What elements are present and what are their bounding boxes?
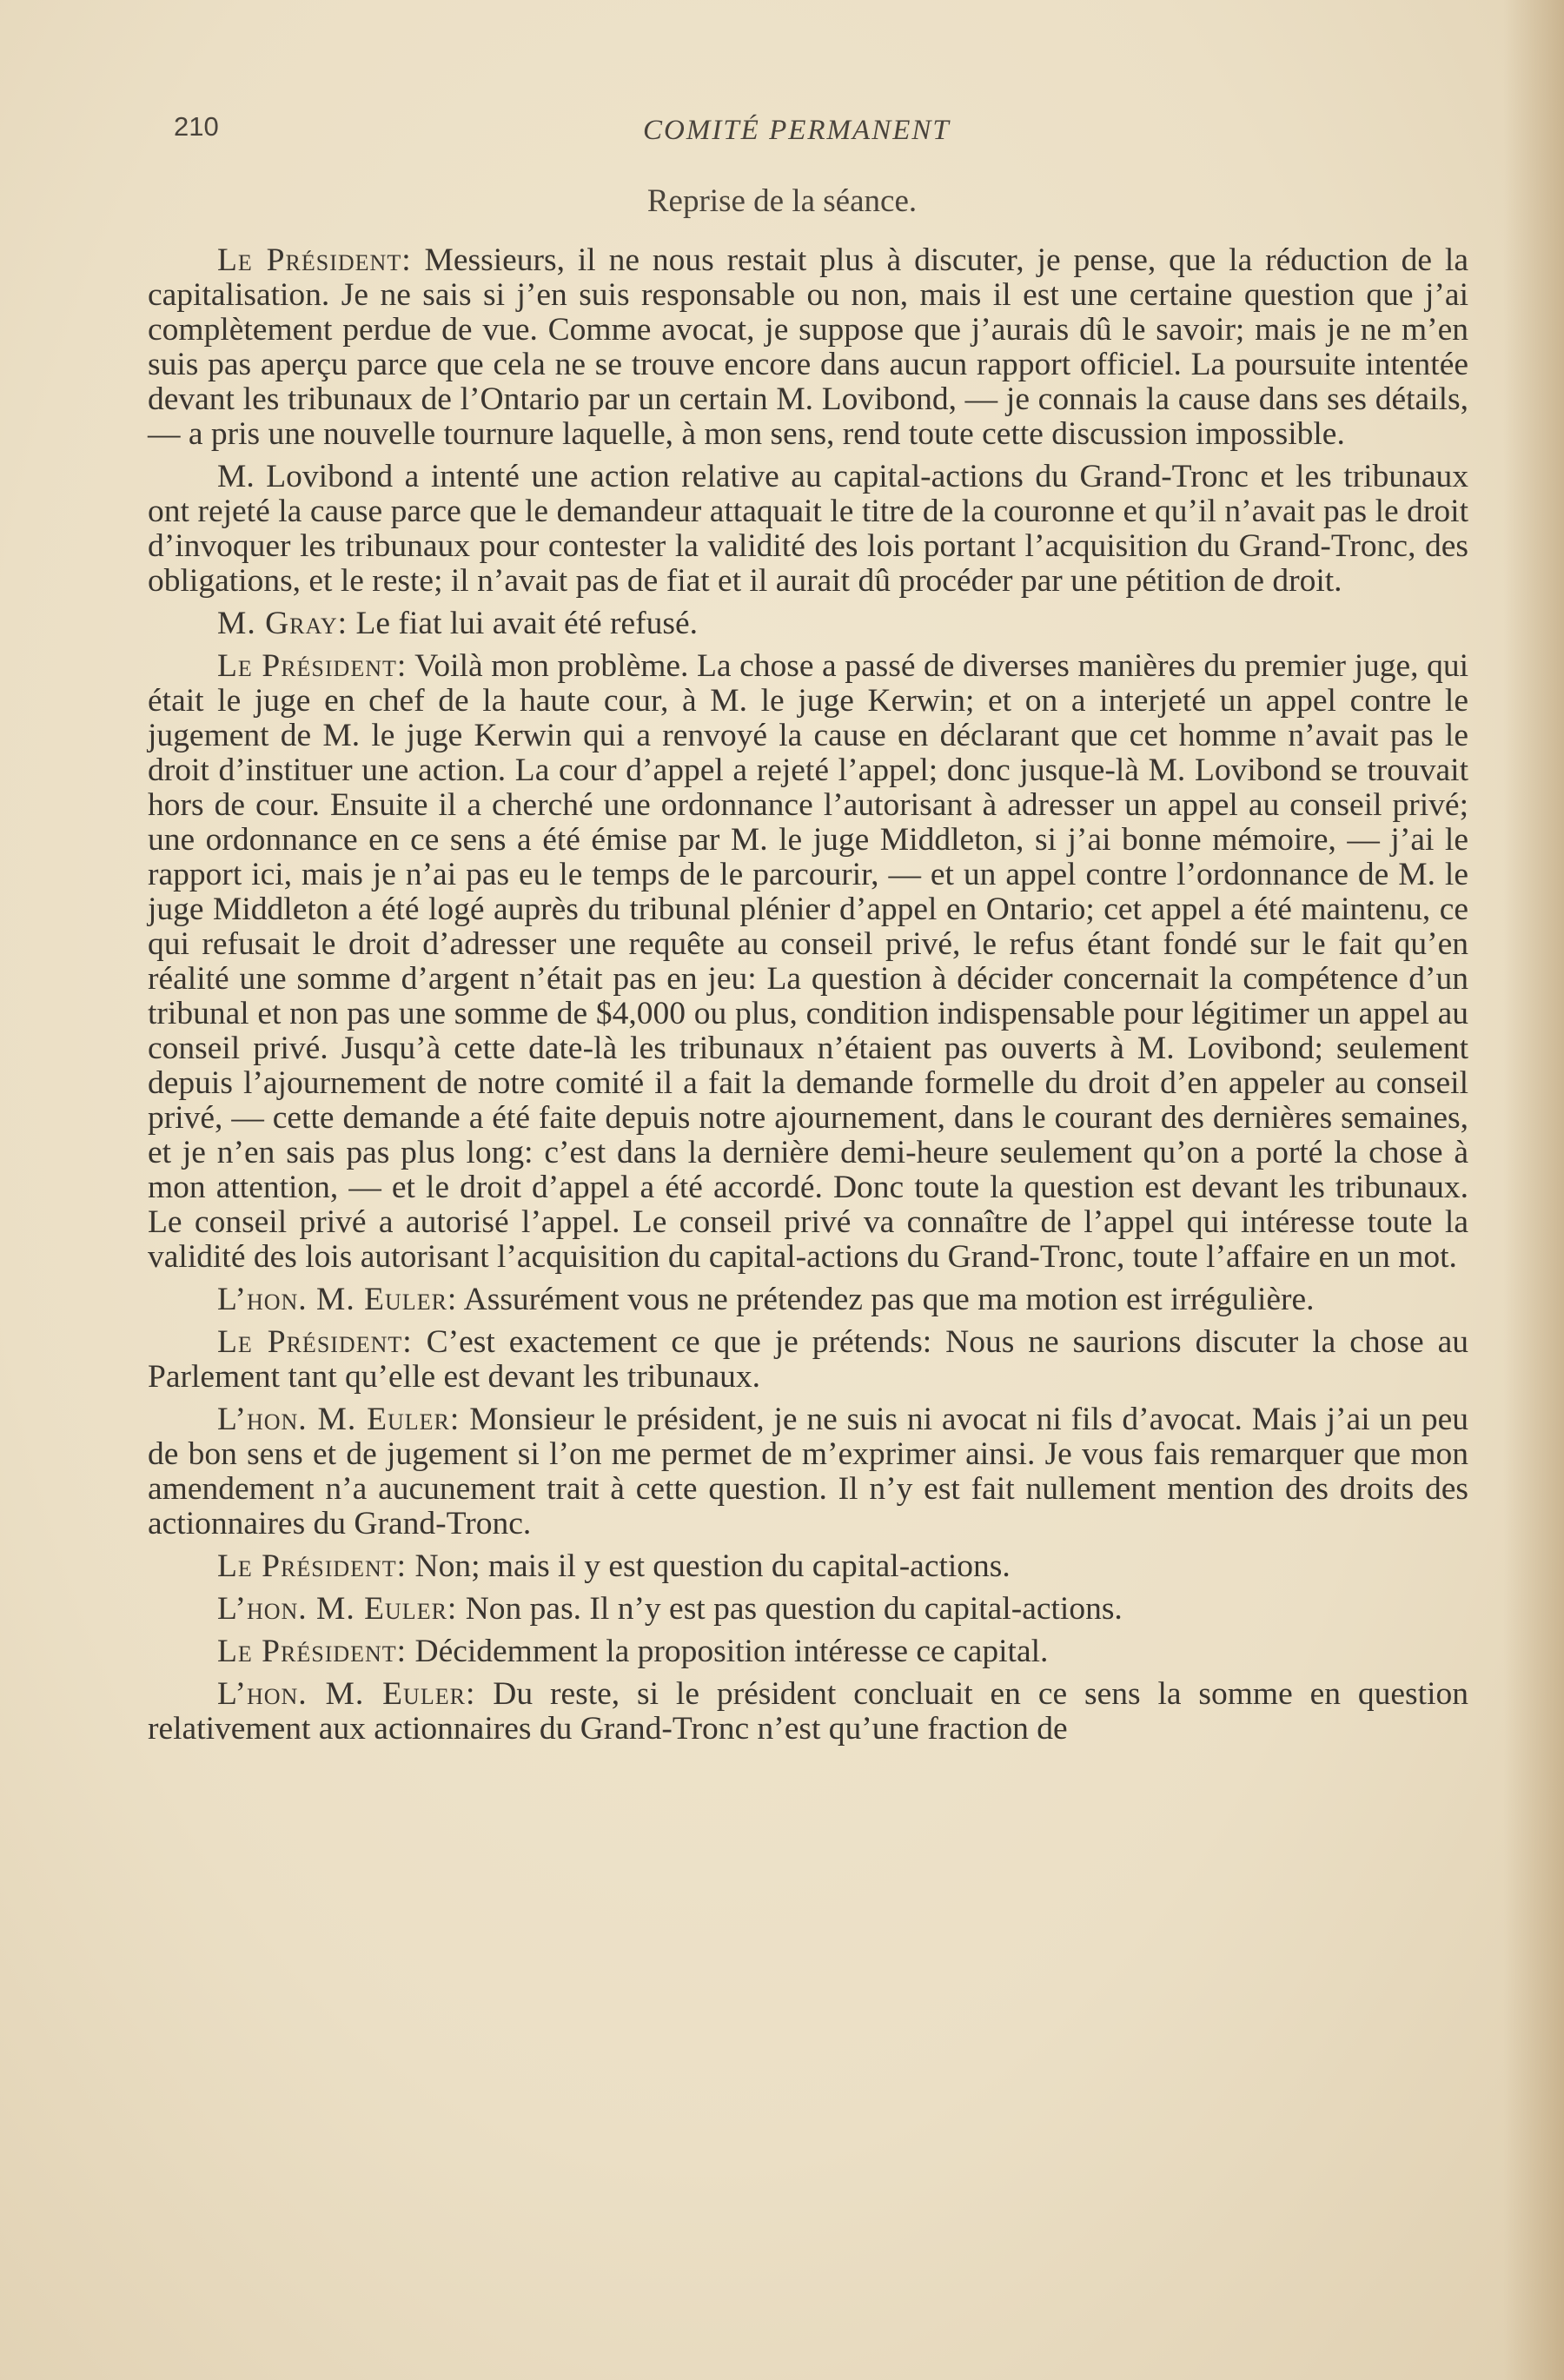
paragraph	[148, 1325, 1468, 1395]
paragraph	[148, 460, 1468, 599]
paragraph	[148, 1677, 1468, 1747]
speaker-label: L’hon. M. Euler:	[217, 1282, 458, 1317]
speaker-label: L’hon. M. Euler:	[217, 1591, 458, 1627]
page-edge-shadow	[1503, 0, 1564, 2380]
paragraph	[148, 649, 1468, 1275]
paragraph-text: Voilà mon problème. La chose a passé de diverses manières du premier juge, qui était le juge en chef de la haute cour, à M. le juge Kerwin; et on a interjeté un appel contre le jugement de M. le juge Kerwin qui a renvoyé la cause en déclarant que cet homme n’avait pas le droit d’instituer une action. La cour d’appel a rejeté l’appel; donc jusque-là M. Lovibond se trouvait hors de cour. Ensuite il a cherché une ordonnance l’autorisant à adresser un appel au conseil privé; une ordonnance en ce sens a été émise par M. le juge Middleton, si j’ai bonne mémoire, — j’ai le rapport ici, mais je n’ai pas eu le temps de le parcourir, — et un appel contre l’ordonnance de M. le juge Middleton a été logé auprès du tribunal plénier d’appel en Ontario; cet appel a été maintenu, ce qui refusait le droit d’adresser une requête au conseil privé, le refus étant fondé sur le fait qu’en réalité une somme d’argent n’était pas en jeu: La question à décider concernait la compétence d’un tribunal et non pas une somme de $4,000 ou plus, condition indispensable pour légitimer un appel au conseil privé. Jusqu’à cette date-là les tribunaux n’étaient pas ouverts à M. Lovibond; seulement depuis l’ajournement de notre comité il a fait la demande formelle du droit d’en appeler au conseil privé, — cette demande a été faite depuis notre ajournement, dans le courant des dernières semaines, et je n’en sais pas plus long: c’est dans la dernière demi-heure seulement qu’on a porté la chose à mon attention, — et le droit d’appel a été accordé. Donc toute la question est devant les tribunaux. Le conseil privé a autorisé l’appel. Le conseil privé va connaître de l’appel qui intéresse toute la validité des lois autorisant l’acquisition du capital-actions du Grand-Tronc, toute l’affaire en un mot.	[148, 648, 1468, 1275]
speaker-label: M. Gray:	[217, 606, 348, 641]
speaker-label: Le Président:	[217, 1634, 408, 1669]
running-head: COMITÉ PERMANENT	[643, 115, 951, 146]
paragraph-text: Le fiat lui avait été refusé.	[348, 606, 699, 641]
speaker-label: L’hon. M. Euler:	[217, 1676, 476, 1712]
speaker-label: Le Président:	[217, 1324, 413, 1360]
paragraph	[148, 243, 1468, 452]
body-text	[148, 243, 1468, 1754]
speaker-label: Le Président:	[217, 242, 412, 278]
paragraph-text: Monsieur le président, je ne suis ni avocat ni fils d’avocat. Mais j’ai un peu de bon sens et de jugement si l’on me permet de m’exprimer ainsi. Je vous fais remarquer que mon amendement n’a aucunement trait à cette question. Il n’y est fait nullement mention des droits des actionnaires du Grand-Tronc.	[148, 1402, 1468, 1541]
page-number: 210	[174, 111, 219, 142]
paragraph-text: Messieurs, il ne nous restait plus à discuter, je pense, que la réduction de la capitalisation. Je ne sais si j’en suis responsable ou non, mais il est une certaine question que j’ai complètement perdue de vue. Comme avocat, je suppose que j’aurais dû le savoir; mais je ne m’en suis pas aperçu parce que cela ne se trouve encore dans aucun rapport officiel. La poursuite intentée devant les tribunaux de l’Ontario par un certain M. Lovibond, — je connais la cause dans ses détails, — a pris une nouvelle tournure laquelle, à mon sens, rend toute cette discussion impossible.	[148, 242, 1468, 452]
paragraph-text: Assurément vous ne prétendez pas que ma motion est irrégulière.	[457, 1282, 1315, 1317]
paragraph	[148, 1634, 1468, 1669]
paragraph	[148, 607, 1468, 641]
paragraph	[148, 1592, 1468, 1627]
paragraph-text: Non pas. Il n’y est pas question du capital-actions.	[457, 1591, 1123, 1627]
paragraph-text: Décidemment la proposition intéresse ce capital.	[407, 1634, 1049, 1669]
speaker-label: Le Président:	[217, 648, 408, 684]
paragraph-text: Du reste, si le président concluait en ce sens la somme en question relativement aux actionnaires du Grand-Tronc n’est qu’une fraction de	[148, 1676, 1468, 1747]
section-heading: Reprise de la séance.	[646, 183, 918, 219]
paragraph-text: M. Lovibond a intenté une action relative au capital-actions du Grand-Tronc et les tribunaux ont rejeté la cause parce que le demandeur attaquait le titre de la couronne et qu’il n’avait pas le droit d’invoquer les tribunaux pour contester la validité des lois portant l’acquisition du Grand-Tronc, des obligations, et le reste; il n’avait pas de fiat et il aurait dû procéder par une pétition de droit.	[148, 459, 1468, 599]
paragraph	[148, 1283, 1468, 1317]
speaker-label: L’hon. M. Euler:	[217, 1402, 461, 1437]
paragraph	[148, 1402, 1468, 1541]
paragraph-text: C’est exactement ce que je prétends: Nous ne saurions discuter la chose au Parlement tant qu’elle est devant les tribunaux.	[148, 1324, 1468, 1395]
paragraph	[148, 1549, 1468, 1584]
paragraph-text: Non; mais il y est question du capital-actions.	[407, 1548, 1011, 1584]
page-header	[174, 111, 1477, 155]
speaker-label: Le Président:	[217, 1548, 408, 1584]
